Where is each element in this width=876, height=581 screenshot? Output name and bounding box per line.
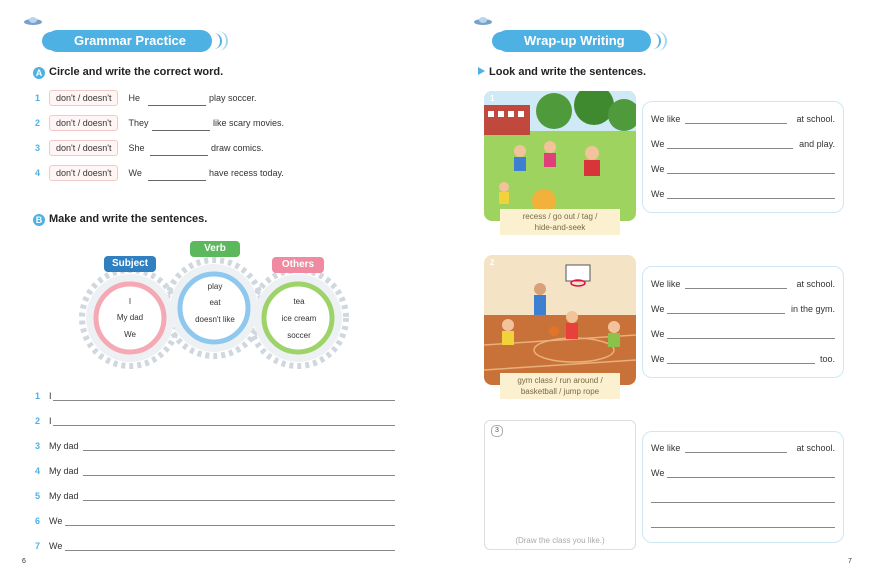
- write-line[interactable]: We: [651, 163, 835, 175]
- subject-word: My dad: [116, 313, 144, 322]
- write-line[interactable]: We too.: [651, 354, 835, 364]
- answer-blank[interactable]: [148, 105, 206, 106]
- section-a-heading: A Circle and write the correct word.: [33, 66, 223, 79]
- others-word: tea: [293, 297, 305, 306]
- write-line[interactable]: 5 My dad: [35, 489, 79, 503]
- choice-box[interactable]: don't / doesn't: [49, 140, 118, 156]
- draw-note: (Draw the class you like.): [515, 536, 605, 545]
- answer-blank[interactable]: [152, 130, 210, 131]
- write-line[interactable]: We like at school.: [651, 279, 835, 289]
- write-line[interactable]: [651, 517, 835, 529]
- exercise-a-item: 1 don't / doesn't He play soccer.: [35, 90, 257, 104]
- answer-blank[interactable]: [150, 155, 208, 156]
- answer-blank[interactable]: [148, 180, 206, 181]
- panel-3-number: 3: [491, 425, 503, 437]
- verb-label: Verb: [204, 243, 226, 254]
- subject-word: I: [128, 297, 132, 306]
- write-line[interactable]: 2 I: [35, 414, 52, 428]
- write-line[interactable]: We: [651, 328, 835, 340]
- section-a-badge: A: [33, 67, 45, 79]
- write-line[interactable]: We in the gym.: [651, 304, 835, 314]
- choice-box[interactable]: don't / doesn't: [49, 90, 118, 106]
- svg-text:1: 1: [490, 94, 495, 103]
- recess-picture: [484, 91, 636, 221]
- exercise-a-item: 4 don't / doesn't We have recess today.: [35, 165, 284, 179]
- write-line[interactable]: 1 I: [35, 389, 52, 403]
- others-word: soccer: [287, 331, 311, 340]
- section-b-heading: B Make and write the sentences.: [33, 213, 207, 226]
- choice-box[interactable]: don't / doesn't: [49, 165, 118, 181]
- ufo-icon: [24, 16, 42, 26]
- write-line[interactable]: 4 My dad: [35, 464, 79, 478]
- write-line[interactable]: 3 My dad: [35, 439, 79, 453]
- gym-class-picture: [484, 255, 636, 385]
- write-line[interactable]: We like at school.: [651, 114, 835, 124]
- page-number-right: 7: [848, 558, 852, 565]
- panel-1-caption: recess / go out / tag / hide-and-seek: [500, 209, 620, 235]
- others-word: ice cream: [281, 314, 317, 323]
- instruction-heading: Look and write the sentences.: [478, 66, 646, 78]
- panel-2-caption: gym class / run around / basketball / jump rope: [500, 373, 620, 399]
- arrow-icon: [478, 67, 485, 75]
- others-label: Others: [281, 259, 315, 270]
- write-line[interactable]: 7 We: [35, 539, 62, 553]
- page-number-left: 6: [22, 558, 26, 565]
- write-line[interactable]: We and play.: [651, 139, 835, 149]
- subject-label: Subject: [111, 258, 149, 269]
- exercise-a-item: 3 don't / doesn't She draw comics.: [35, 140, 264, 154]
- write-line[interactable]: [651, 492, 835, 504]
- verb-word: play: [207, 282, 223, 291]
- section-b-badge: B: [33, 214, 45, 226]
- write-line[interactable]: We: [651, 467, 835, 479]
- write-line[interactable]: We like at school.: [651, 443, 835, 453]
- verb-word: eat: [209, 298, 221, 307]
- exercise-a-item: 2 don't / doesn't They like scary movies.: [35, 115, 284, 129]
- drawing-area[interactable]: [484, 420, 636, 550]
- grammar-practice-title: Grammar Practice: [46, 30, 212, 52]
- verb-word: doesn't like: [195, 315, 235, 324]
- subject-word: We: [124, 330, 136, 339]
- write-line[interactable]: 6 We: [35, 514, 62, 528]
- choice-box[interactable]: don't / doesn't: [49, 115, 118, 131]
- ufo-icon: [474, 16, 492, 26]
- write-line[interactable]: We: [651, 188, 835, 200]
- wrap-up-writing-title: Wrap-up Writing: [496, 30, 651, 52]
- svg-text:2: 2: [490, 258, 495, 267]
